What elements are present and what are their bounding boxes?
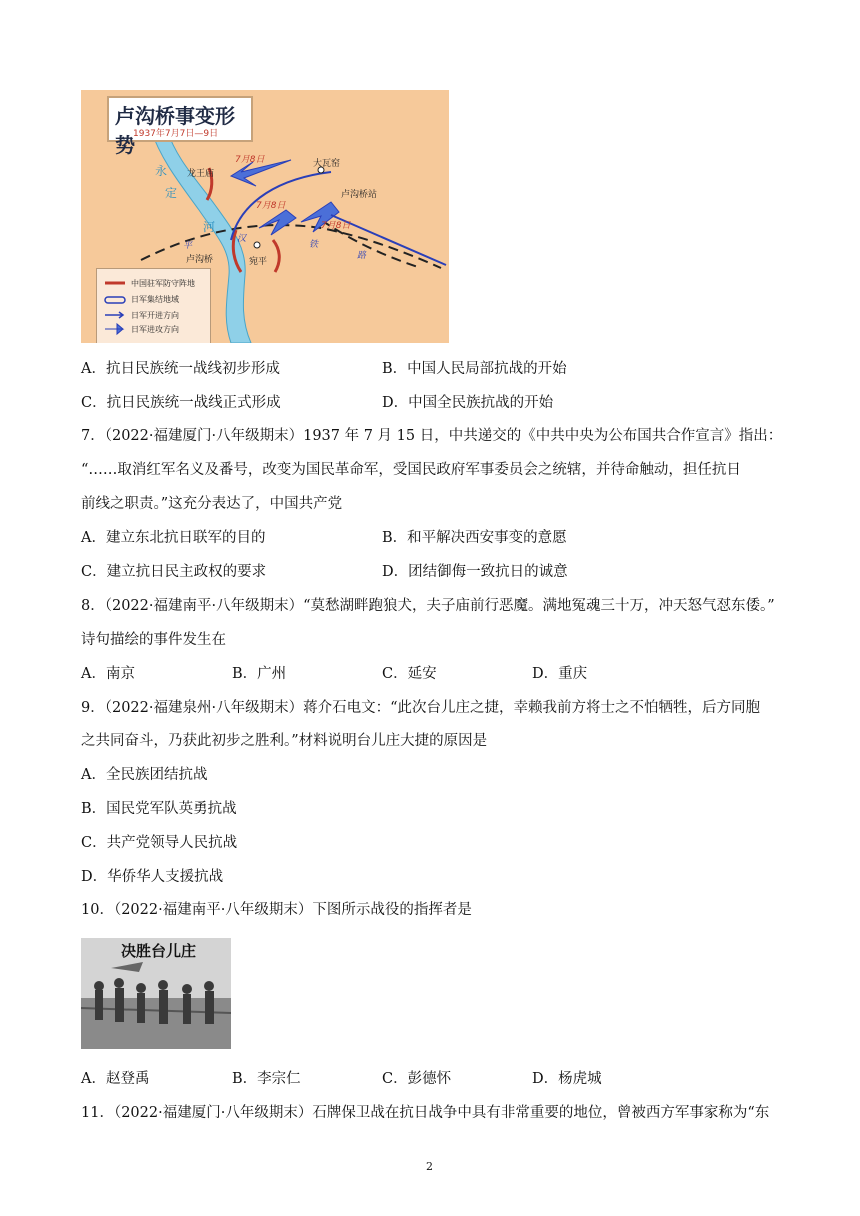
taierzhuang-battle-photo bbox=[81, 938, 231, 1049]
map-label-july8-a: 7月8日 bbox=[235, 155, 265, 165]
q10-option-a[interactable]: A．赵登禹 bbox=[81, 1071, 150, 1087]
map-title-box bbox=[107, 96, 253, 157]
q10-option-b[interactable]: B．李宗仁 bbox=[232, 1071, 301, 1087]
q10-option-c[interactable]: C．彭德怀 bbox=[382, 1071, 452, 1087]
q9-option-d[interactable]: D．华侨华人支援抗战 bbox=[81, 869, 224, 885]
map-label-lugouqiao-station: 卢沟桥站 bbox=[341, 190, 378, 200]
q7-stem-line1: 7．（2022·福建厦门·八年级期末）1937 年 7 月 15 日，中共递交的《中共中央为公布国共合作宣言》指出： bbox=[81, 428, 783, 444]
map-label-river-3: 河 bbox=[203, 220, 216, 234]
q7-option-d[interactable]: D．团结御侮一致抗日的诚意 bbox=[382, 564, 568, 580]
q7-stem-line2: “……取消红军名义及番号，改变为国民革命军，受国民政府军事委员会之统辖，并待命触动，担任抗日 bbox=[81, 462, 741, 478]
map-label-july8-b: 7月8日 bbox=[256, 201, 286, 211]
q7-stem-line3: 前线之职责。”这充分表达了，中国共产党 bbox=[81, 496, 343, 512]
photo-caption: 决胜台儿庄 bbox=[121, 942, 197, 960]
q10-stem-line1: 10．（2022·福建南平·八年级期末）下图所示战役的指挥者是 bbox=[81, 902, 472, 918]
q6-option-d[interactable]: D．中国全民族抗战的开始 bbox=[382, 395, 554, 411]
q8-option-c[interactable]: C．延安 bbox=[382, 666, 437, 682]
q6-option-a[interactable]: A．抗日民族统一战线初步形成 bbox=[81, 361, 280, 377]
q9-stem-line2: 之共同奋斗，乃获此初步之胜利。”材料说明台儿庄大捷的原因是 bbox=[81, 733, 488, 749]
map-label-july8-c: 7月8日 bbox=[321, 221, 351, 231]
map-label-rail-1: 平 bbox=[183, 241, 193, 251]
q8-option-b[interactable]: B．广州 bbox=[232, 666, 287, 682]
q8-option-a[interactable]: A．南京 bbox=[81, 666, 135, 682]
legend-item-japanese-advance: 日军开进方向 bbox=[131, 311, 179, 320]
q7-option-a[interactable]: A．建立东北抗日联军的目的 bbox=[81, 530, 266, 546]
legend-item-chinese-defense: 中国驻军防守阵地 bbox=[131, 279, 195, 288]
q6-option-c[interactable]: C．抗日民族统一战线正式形成 bbox=[81, 395, 281, 411]
map-label-rail-4: 路 bbox=[357, 251, 367, 261]
lugouqiao-incident-map bbox=[81, 90, 449, 343]
q9-option-a[interactable]: A．全民族团结抗战 bbox=[81, 767, 208, 783]
q9-option-b[interactable]: B．国民党军队英勇抗战 bbox=[81, 801, 237, 817]
map-label-river-2: 定 bbox=[165, 186, 178, 200]
q11-stem-line1: 11．（2022·福建厦门·八年级期末）石牌保卫战在抗日战争中具有非常重要的地位，曾被西方军事家称为“东 bbox=[81, 1105, 770, 1121]
q8-stem-line1: 8．（2022·福建南平·八年级期末）“莫愁湖畔跑狼犬，夫子庙前行恶魔。满地冤魂三十万，冲天怒气怼东倭。” bbox=[81, 598, 775, 614]
legend-item-japanese-attack: 日军进攻方向 bbox=[131, 325, 179, 334]
map-label-river-1: 永 bbox=[155, 164, 168, 178]
q9-option-c[interactable]: C．共产党领导人民抗战 bbox=[81, 835, 238, 851]
map-date: 1937年7月7日—9日 bbox=[133, 129, 219, 139]
q8-stem-line2: 诗句描绘的事件发生在 bbox=[81, 632, 226, 648]
map-label-lugouqiao: 卢沟桥 bbox=[186, 255, 214, 265]
page-number: 2 bbox=[426, 1160, 433, 1173]
map-label-rail-2: 汉 bbox=[237, 234, 247, 244]
map-label-wanping: 宛平 bbox=[249, 257, 268, 267]
q10-option-d[interactable]: D．杨虎城 bbox=[532, 1071, 602, 1087]
map-label-dawayao: 大瓦窑 bbox=[313, 159, 341, 169]
map-label-longwangmiao: 龙王庙 bbox=[187, 169, 215, 179]
legend-item-japanese-assembly: 日军集结地域 bbox=[131, 295, 179, 304]
map-label-rail-3: 铁 bbox=[309, 240, 319, 250]
map-title: 卢沟桥事变形势 bbox=[115, 104, 235, 157]
q7-option-c[interactable]: C．建立抗日民主政权的要求 bbox=[81, 564, 267, 580]
q9-stem-line1: 9．（2022·福建泉州·八年级期末）蒋介石电文：“此次台儿庄之捷，幸赖我前方将士之不怕牺牲，后方同胞 bbox=[81, 700, 761, 716]
q8-option-d[interactable]: D．重庆 bbox=[532, 666, 588, 682]
map-legend bbox=[96, 268, 211, 343]
q6-option-b[interactable]: B．中国人民局部抗战的开始 bbox=[382, 361, 567, 377]
q7-option-b[interactable]: B．和平解决西安事变的意愿 bbox=[382, 530, 567, 546]
